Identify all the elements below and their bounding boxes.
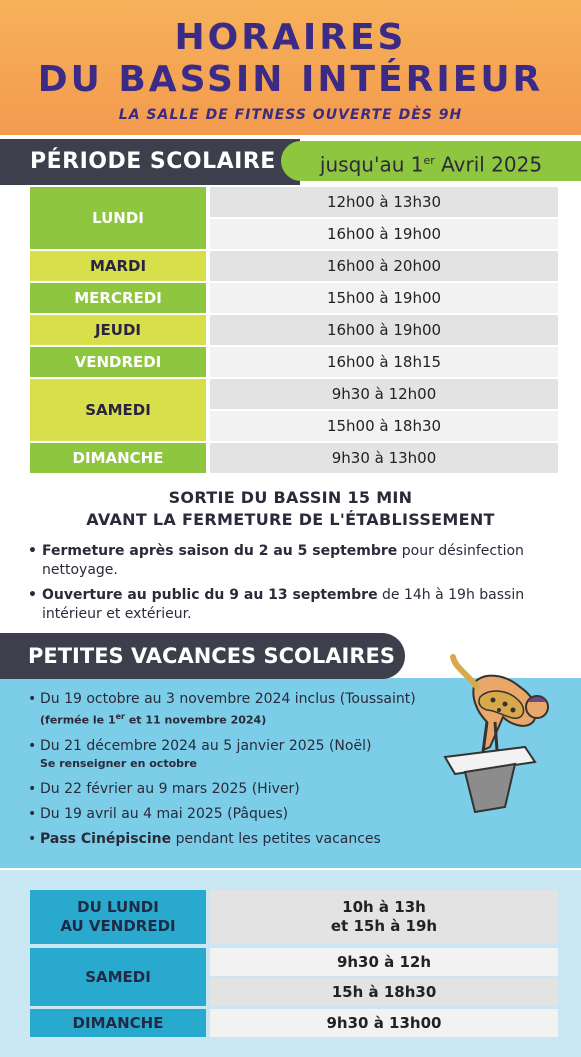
vacation-item-paques: • Du 19 avril au 4 mai 2025 (Pâques) bbox=[28, 805, 448, 824]
weekdays-line-2: AU VENDREDI bbox=[60, 917, 176, 935]
day-samedi: SAMEDI bbox=[30, 379, 206, 441]
vacation-list bbox=[28, 690, 448, 849]
day-lundi: LUNDI bbox=[30, 187, 206, 249]
slot-dimanche-1: 9h30 à 13h00 bbox=[210, 443, 558, 473]
swimmer-tail bbox=[453, 657, 477, 687]
closing-rest: pour désinfection nettoyage. bbox=[42, 543, 524, 578]
info-bullet-opening bbox=[28, 586, 558, 624]
day-weekdays bbox=[30, 890, 206, 944]
vacation-item-noel: • Du 21 décembre 2024 au 5 janvier 2025 (Noël) bbox=[28, 737, 448, 756]
school-schedule-table bbox=[30, 187, 558, 477]
title-line-1: HORAIRES bbox=[174, 17, 407, 58]
day-mardi: MARDI bbox=[30, 251, 206, 281]
vacation-note-toussaint bbox=[28, 709, 448, 729]
opening-rest: de 14h à 19h bassin intérieur et extérieur. bbox=[42, 587, 525, 622]
slot-lundi-1: 12h00 à 13h30 bbox=[210, 187, 558, 217]
day-jeudi: JEUDI bbox=[30, 315, 206, 345]
day-dimanche: DIMANCHE bbox=[30, 443, 206, 473]
slot-mercredi-1: 15h00 à 19h00 bbox=[210, 283, 558, 313]
swimmer-illustration bbox=[425, 652, 575, 817]
school-period-band bbox=[0, 139, 581, 185]
closing-strong: Fermeture après saison du 2 au 5 septembre bbox=[42, 543, 398, 559]
weekdays-line-1: DU LUNDI bbox=[77, 898, 159, 916]
info-bullets bbox=[28, 542, 558, 630]
pass-rest: pendant les petites vacances bbox=[171, 830, 381, 847]
pass-strong: Pass Cinépiscine bbox=[40, 830, 172, 847]
exit-notice-line-2: AVANT LA FERMETURE DE L'ÉTABLISSEMENT bbox=[86, 510, 495, 529]
school-period-until bbox=[281, 141, 581, 181]
day-dimanche-vac: DIMANCHE bbox=[30, 1009, 206, 1037]
vacation-note-noel: Se renseigner en octobre bbox=[40, 756, 197, 770]
vacation-label: PETITES VACANCES SCOLAIRES bbox=[0, 633, 405, 679]
slot-samedi-vac-2: 15h à 18h30 bbox=[210, 978, 558, 1006]
info-bullet-closing bbox=[28, 542, 558, 580]
vacation-item-pass bbox=[28, 830, 448, 849]
title-line-2: DU BASSIN INTÉRIEUR bbox=[37, 59, 544, 100]
note-b: et 11 novembre 2024) bbox=[125, 713, 267, 727]
day-mercredi: MERCREDI bbox=[30, 283, 206, 313]
slot-samedi-2: 15h00 à 18h30 bbox=[210, 411, 558, 441]
slot-vendredi-1: 16h00 à 18h15 bbox=[210, 347, 558, 377]
day-samedi-vac: SAMEDI bbox=[30, 948, 206, 1006]
vacation-item-toussaint: • Du 19 octobre au 3 novembre 2024 inclus (Toussaint) bbox=[28, 690, 448, 709]
until-sup: er bbox=[423, 154, 435, 167]
slot-lundi-2: 16h00 à 19h00 bbox=[210, 219, 558, 249]
until-suffix: Avril 2025 bbox=[434, 152, 543, 177]
diving-block-base bbox=[465, 764, 515, 812]
slot-samedi-1: 9h30 à 12h00 bbox=[210, 379, 558, 409]
note-sup: er bbox=[115, 712, 125, 721]
weekdays-slot-line-1: 10h à 13h bbox=[342, 898, 426, 916]
slot-jeudi-1: 16h00 à 19h00 bbox=[210, 315, 558, 345]
weekdays-slot-line-2: et 15h à 19h bbox=[330, 917, 438, 935]
slot-samedi-vac-1: 9h30 à 12h bbox=[210, 948, 558, 976]
exit-notice-line-1: SORTIE DU BASSIN 15 MIN bbox=[168, 488, 413, 507]
vacation-schedule-table bbox=[30, 890, 558, 1040]
slot-weekdays bbox=[210, 890, 558, 944]
school-period-label: PÉRIODE SCOLAIRE bbox=[0, 139, 300, 185]
vacation-item-hiver: • Du 22 février au 9 mars 2025 (Hiver) bbox=[28, 780, 448, 799]
note-a: (fermée le 1 bbox=[40, 713, 116, 727]
slot-dimanche-vac: 9h30 à 13h00 bbox=[210, 1009, 558, 1037]
header-banner bbox=[0, 0, 581, 135]
day-vendredi: VENDREDI bbox=[30, 347, 206, 377]
opening-strong: Ouverture au public du 9 au 13 septembre bbox=[42, 587, 378, 603]
subtitle: LA SALLE DE FITNESS OUVERTE DÈS 9H bbox=[118, 107, 463, 123]
until-prefix: jusqu'au 1 bbox=[319, 152, 424, 177]
slot-mardi-1: 16h00 à 20h00 bbox=[210, 251, 558, 281]
